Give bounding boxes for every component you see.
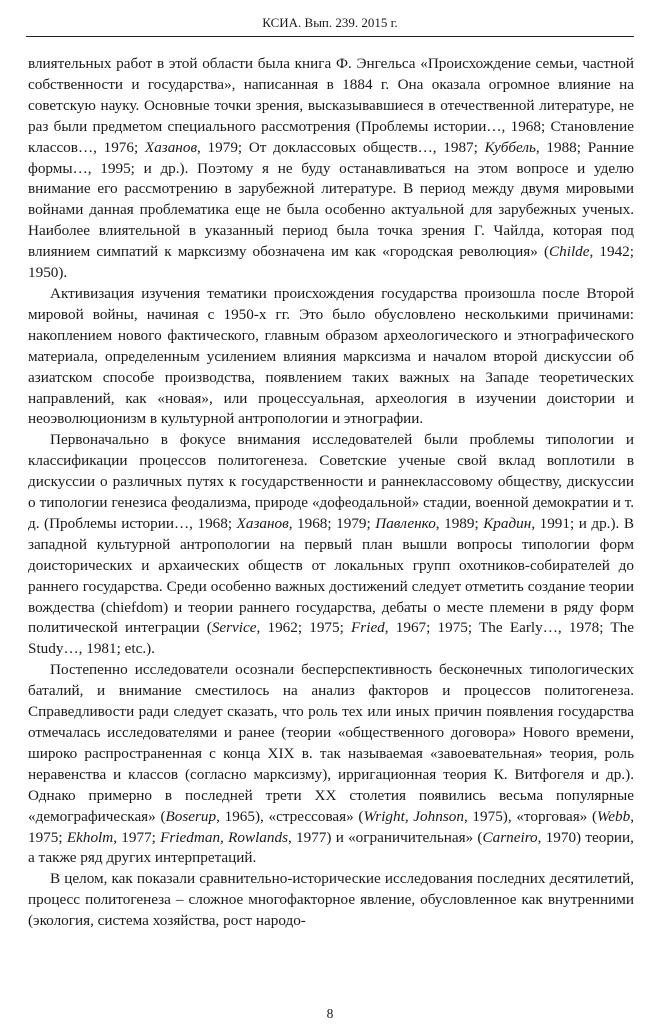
- citation-author: Childe: [549, 243, 590, 261]
- citation-author: Крадин: [483, 514, 532, 532]
- citation-author: Service: [211, 619, 257, 637]
- citation-author: Wright, Johnson: [363, 807, 464, 825]
- text-run: Первоначально в фокусе внимания исследователей были проблемы типологии и классификации процессов политогенеза. Советские ученые свой вклад воплотили в дискуссии о различных путях к государственности и раннеклассовому обществу, дискуссии о типологии генезиса феодализма, природе «дофеодальной» стадии, военной демократии и т. д. (Проблемы истории…, 1968;: [28, 431, 634, 532]
- paragraph-5: [28, 869, 634, 932]
- citation-author: Павленко: [375, 514, 436, 532]
- text-run: , 1968; 1979;: [288, 514, 376, 532]
- text-run: , 1977) и «ограничительная» (: [288, 828, 483, 846]
- citation-author: Ekholm: [66, 828, 114, 846]
- text-run: , 1991; и др.). В западной культурной антропологии на первый план вышли вопросы типологии форм доисторических и архаических обществ от локальных групп охотников-собирателей до раннего государства. Среди особенно важных достижений следует отметить создание теории вождества (chiefdom) и теории раннего государства, дебаты о месте племени в ряду форм политической интеграции (: [28, 514, 634, 637]
- citation-author: Carneiro: [482, 828, 538, 846]
- paragraph-4: [28, 660, 634, 869]
- text-run: , 1975;: [28, 807, 634, 846]
- paragraph-1: [28, 54, 634, 284]
- text-run: Постепенно исследователи осознали бесперспективность бесконечных типологических баталий, и внимание сместилось на анализ факторов и процессов политогенеза. Справедливости ради следует сказать, что роль тех или иных причин появления государства отмечалась исследователями и ранее (теории «общественного договора» Нового времени, широко распространенная с конца XIX в. так называемая «завоевательная» теория, роль неравенства и классов (согласно марксизму), ирригационная теория К. Витфогеля и др.). Однако примерно в последней трети XX столетия появились весьма популярные «демографическая» (: [28, 661, 634, 825]
- text-run: , 1988; Ранние формы…, 1995; и др.). Поэтому я не буду останавливаться на этом вопросе и уделю внимание его рассмотрению в зарубежной литературе. В период между двумя мировыми войнами данная проблематика еще не была особенно актуальной для зарубежных ученых. Наиболее влиятельной в указанный период была точка зрения Г. Чайлда, которая под влиянием симпатий к марксизму обозначена им как «городская революция» (: [28, 138, 634, 261]
- running-header: КСИА. Вып. 239. 2015 г.: [26, 12, 634, 37]
- citation-author: Webb: [597, 807, 631, 825]
- citation-author: Хазанов: [144, 138, 198, 156]
- text-run: , 1975), «торговая» (: [463, 807, 598, 825]
- text-run: В целом, как показали сравнительно-исторические исследования последних десятилетий, процесс политогенеза – сложное многофакторное явление, обусловленное как внутренними (экология, система хозяйства, рост народо-: [28, 870, 634, 930]
- text-run: , 1942; 1950).: [28, 243, 634, 282]
- article-body: [28, 54, 634, 932]
- text-run: , 1967; 1975; The Early…, 1978; The Study…, 1981; etc.).: [28, 619, 634, 658]
- citation-author: Куббель: [484, 138, 536, 156]
- page-number: 8: [326, 1006, 334, 1021]
- paragraph-3: [28, 430, 634, 660]
- text-run: , 1989;: [435, 514, 484, 532]
- paragraph-2: [28, 284, 634, 430]
- text-run: влиятельных работ в этой области была книга Ф. Энгельса «Происхождение семьи, частной собственности и государства», написанная в 1884 г. Она оказала огромное влияние на советскую науку. Основные точки зрения, высказывавшиеся в отечественной литературе, не раз были предметом специального рассмотрения (Проблемы истории…, 1968; Становление классов…, 1976;: [28, 55, 634, 156]
- citation-author: Boserup: [165, 807, 217, 825]
- text-run: , 1962; 1975;: [256, 619, 352, 637]
- citation-author: Fried: [351, 619, 385, 637]
- text-run: , 1965), «стрессовая» (: [216, 807, 364, 825]
- text-run: Активизация изучения тематики происхождения государства произошла после Второй мировой войны, начиная с 1950-х гг. Это было обусловлено несколькими причинами: накоплением нового фактического, главным образом археологического и этнографического материала, определенным усилением влияния марксизма и началом второй дискуссии об азиатском способе производства, появлением таких важных на Западе теоретических направлений, как «новая», или процессуальная, археология в изучении доистории и неоэволюционизм в культурной антропологии и этнографии.: [28, 284, 634, 428]
- text-run: , 1970) теории, а также ряд других интерпретаций.: [28, 828, 634, 867]
- text-run: , 1977;: [113, 828, 161, 846]
- citation-author: Friedman, Rowlands: [160, 828, 288, 846]
- citation-author: Хазанов: [236, 514, 289, 532]
- text-run: , 1979; От доклассовых обществ…, 1987;: [197, 138, 485, 156]
